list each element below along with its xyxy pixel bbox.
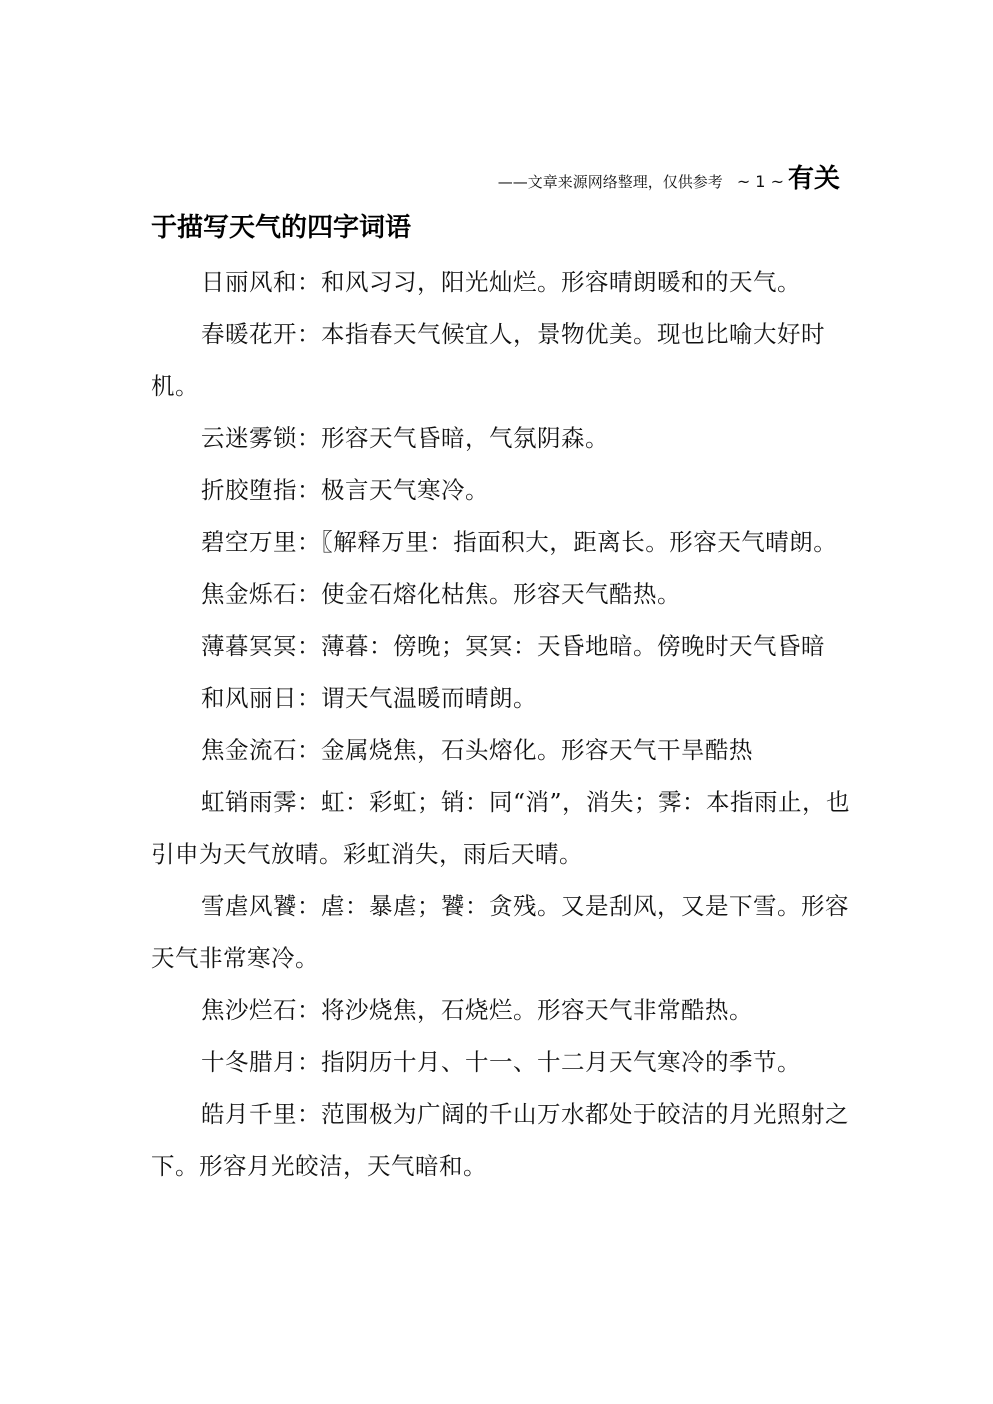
entry-term: 折胶堕指	[201, 476, 297, 504]
entry-paragraph	[151, 568, 856, 620]
entry-term: 和风丽日	[201, 684, 297, 712]
entry-definition: ：谓天气温暖而晴朗。	[297, 684, 537, 712]
document-title-part2: 于描写天气的四字词语	[151, 213, 412, 243]
entry-paragraph	[151, 308, 856, 412]
entry-term: 虹销雨霁	[201, 788, 297, 816]
entry-definition: ：范围极为广阔的千山万水都处于皎洁的月光照射之下。形容月光皎洁，天气暗和。	[151, 1100, 849, 1180]
entry-paragraph	[151, 776, 856, 880]
entry-term: 日丽风和	[201, 268, 297, 296]
entry-definition: ：虹：彩虹；销：同“消”，消失；霁：本指雨止，也引申为天气放晴。彩虹消失，雨后天晴。	[151, 788, 851, 868]
entry-definition: ：薄暮：傍晚；冥冥：天昏地暗。傍晚时天气昏暗	[297, 632, 825, 660]
entry-paragraph	[151, 412, 856, 464]
entry-definition: ：和风习习，阳光灿烂。形容晴朗暖和的天气。	[297, 268, 801, 296]
entry-term: 焦沙烂石	[201, 996, 297, 1024]
entry-paragraph	[151, 672, 856, 724]
page-header	[498, 158, 840, 195]
entry-paragraph	[151, 516, 856, 568]
entry-definition: ：金属烧焦，石头熔化。形容天气干旱酷热	[297, 736, 753, 764]
entry-term: 焦金烁石	[201, 580, 297, 608]
entry-paragraph	[151, 464, 856, 516]
entry-term: 春暖花开	[201, 320, 297, 348]
entry-paragraph	[151, 256, 856, 308]
entry-definition: ：指阴历十月、十一、十二月天气寒冷的季节。	[297, 1048, 801, 1076]
entry-term: 焦金流石	[201, 736, 297, 764]
page-number: ~ 1 ~	[736, 172, 784, 191]
entry-definition: ：极言天气寒冷。	[297, 476, 489, 504]
entry-paragraph	[151, 724, 856, 776]
entry-definition: ：〖解释万里：指面积大，距离长。形容天气晴朗。	[297, 528, 838, 556]
entry-term: 薄暮冥冥	[201, 632, 297, 660]
source-note: ——文章来源网络整理，仅供参考	[497, 173, 723, 191]
entry-definition: ：将沙烧焦，石烧烂。形容天气非常酷热。	[297, 996, 753, 1024]
entry-paragraph	[151, 1036, 856, 1088]
entry-paragraph	[151, 1088, 856, 1192]
entry-definition: ：虐：暴虐；饕：贪残。又是刮风，又是下雪。形容天气非常寒冷。	[151, 892, 849, 972]
entry-paragraph	[151, 880, 856, 984]
entry-term: 十冬腊月	[201, 1048, 297, 1076]
entry-paragraph	[151, 984, 856, 1036]
entry-paragraph	[151, 620, 856, 672]
entry-term: 云迷雾锁	[201, 424, 297, 452]
entry-definition: ：使金石熔化枯焦。形容天气酷热。	[297, 580, 681, 608]
entry-term: 雪虐风饕	[201, 892, 297, 920]
entry-term: 皓月千里	[201, 1100, 297, 1128]
entry-definition: ：本指春天气候宜人，景物优美。现也比喻大好时机。	[151, 320, 825, 400]
entry-term: 碧空万里	[201, 528, 297, 556]
entry-definition: ：形容天气昏暗，气氛阴森。	[297, 424, 609, 452]
document-body	[151, 256, 856, 1192]
document-title-part1: 有关	[787, 164, 840, 194]
